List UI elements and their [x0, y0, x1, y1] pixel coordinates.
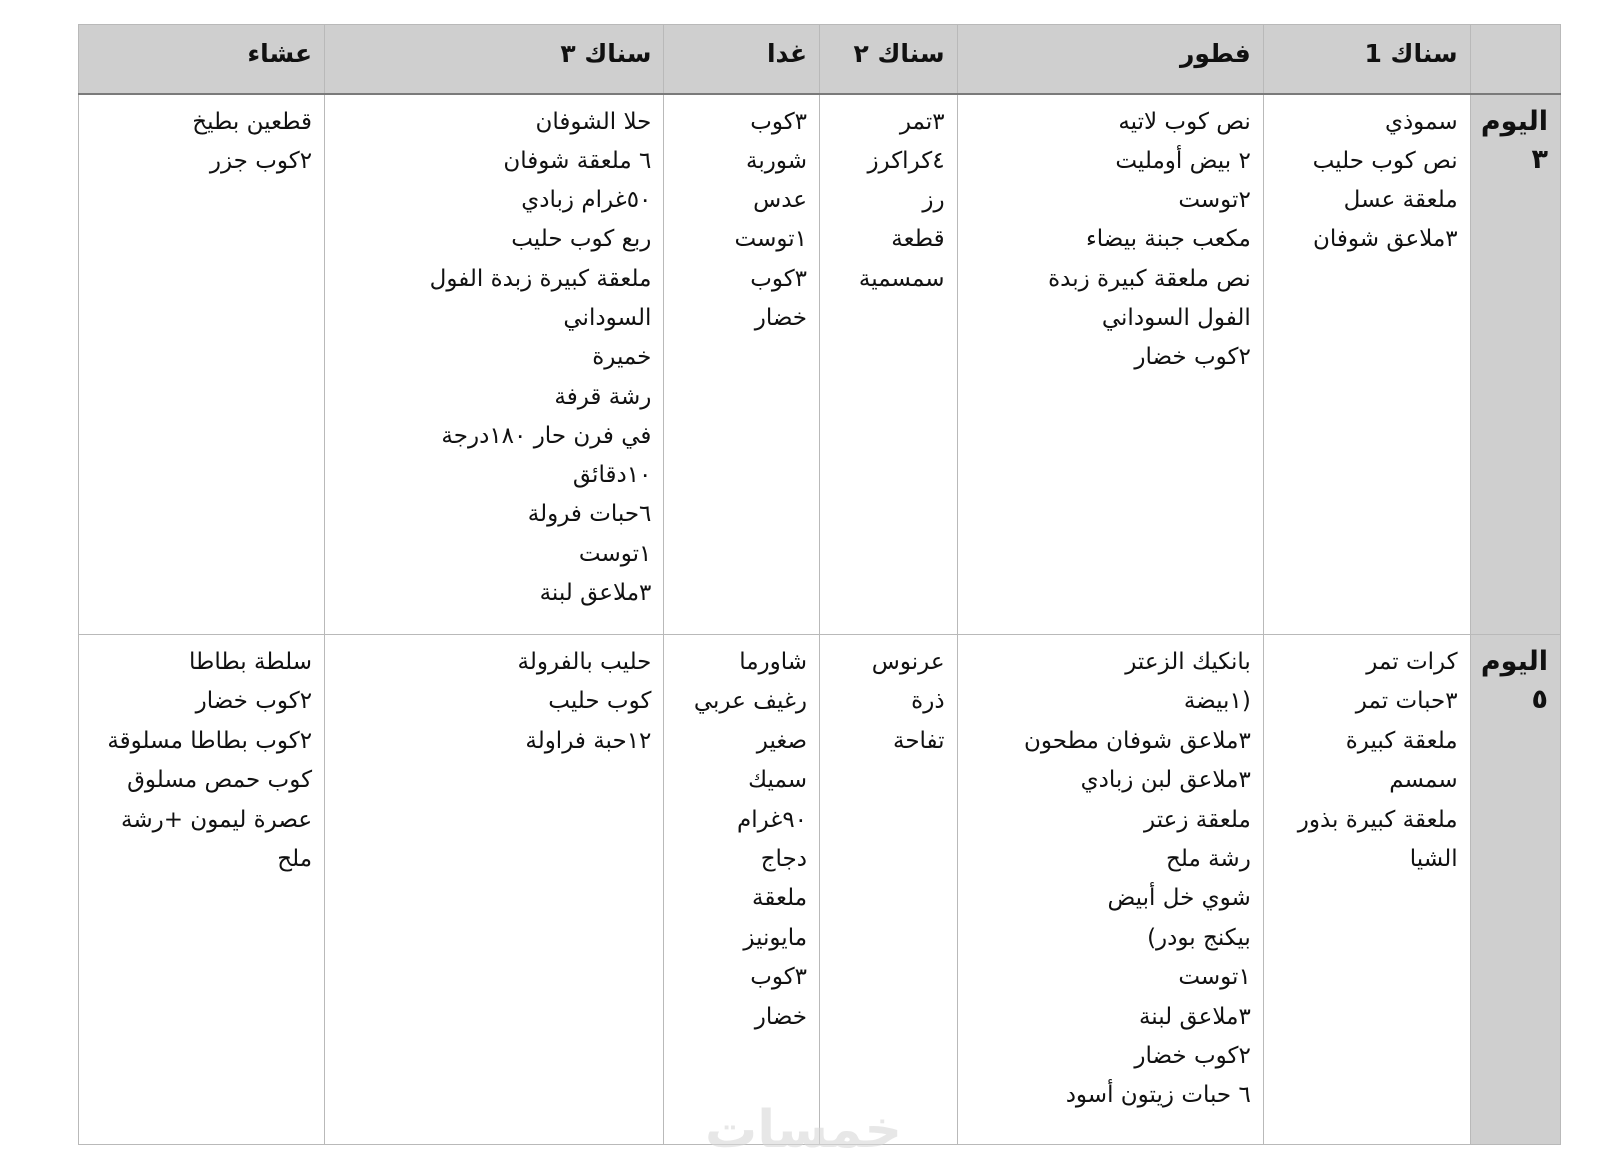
cell-line: كوب حمص مسلوق: [127, 767, 313, 794]
cell-line: رشة قرفة: [554, 383, 652, 410]
cell-line: مايونيز: [743, 924, 808, 951]
table-row: [79, 94, 1561, 635]
cell-line: عصرة ليمون +رشة: [121, 806, 313, 833]
table-row: [79, 635, 1561, 1145]
cell-lunch: [664, 635, 820, 1145]
cell-line: بانكيك الزعتر: [1125, 649, 1251, 675]
day-label: [1470, 635, 1560, 1145]
cell-breakfast: [957, 94, 1263, 635]
cell-line: ٤كراكرز: [867, 147, 945, 174]
meal-plan-table: [78, 24, 1561, 1145]
cell-line: ٦ ملعقة شوفان: [503, 147, 652, 174]
cell-line: شوربة: [746, 147, 808, 174]
cell-line: ١توست: [1178, 964, 1251, 991]
cell-line: سلطة بطاطا: [189, 649, 313, 675]
cell-line: ١توست: [734, 226, 808, 253]
cell-snack2: [820, 635, 958, 1145]
header-lunch: غدا: [664, 25, 820, 94]
header-snack1: سناك 1: [1263, 25, 1470, 94]
cell-line: (١بيضة: [1183, 688, 1251, 715]
cell-line: ٣حبات تمر: [1355, 688, 1458, 715]
cell-lunch: [664, 94, 820, 635]
cell-line: ٣ملاعق لبنة: [1138, 1003, 1251, 1030]
cell-dinner: [79, 94, 325, 635]
cell-line: السوداني: [563, 304, 652, 331]
cell-line: دجاج: [760, 846, 808, 873]
cell-line: ٣كوب: [750, 964, 808, 991]
cell-line: ٢ بيض أومليت: [1115, 147, 1251, 174]
cell-line: سميك: [748, 767, 808, 794]
cell-line: ملعقة كبيرة: [1345, 727, 1458, 754]
cell-line: ١٠دقائق: [572, 462, 652, 489]
cell-line: حليب بالفرولة: [517, 649, 652, 675]
cell-line: ٩٠غرام: [736, 806, 808, 833]
cell-snack1: [1263, 635, 1470, 1145]
cell-line: نص ملعقة كبيرة زبدة: [1048, 265, 1251, 292]
cell-line: شوي خل أبيض: [1107, 885, 1251, 912]
cell-line: ١٢حبة فراولة: [525, 727, 652, 754]
cell-line: سمسمية: [858, 265, 945, 292]
cell-line: ذرة: [911, 688, 945, 715]
cell-line: قطعين بطيخ: [192, 108, 313, 135]
cell-line: سمسم: [1389, 767, 1458, 794]
cell-line: رشة ملح: [1166, 846, 1251, 873]
cell-line: حلا الشوفان: [535, 108, 652, 135]
header-snack3: سناك ٣: [325, 25, 664, 94]
cell-line: ٣ملاعق شوفان مطحون: [1024, 727, 1251, 754]
day-label-line: اليوم: [1480, 105, 1548, 137]
cell-snack2: [820, 94, 958, 635]
cell-line: خضار: [754, 1003, 808, 1030]
cell-line: رغيف عربي: [693, 688, 808, 715]
cell-line: ٦ حبات زيتون أسود: [1065, 1082, 1251, 1109]
cell-line: ٣ملاعق لبنة: [539, 580, 652, 607]
cell-line: خضار: [754, 304, 808, 331]
cell-line: الفول السوداني: [1101, 304, 1251, 331]
cell-line: ملح: [277, 846, 313, 873]
cell-line: ٢كوب خضار: [1134, 344, 1251, 371]
cell-line: ٣تمر: [899, 108, 945, 135]
cell-line: الشيا: [1409, 846, 1458, 873]
cell-line: ١توست: [578, 540, 652, 567]
cell-line: قطعة: [891, 226, 945, 253]
header-snack2: سناك ٢: [820, 25, 958, 94]
cell-line: عرنوس: [871, 649, 945, 675]
cell-line: كوب حليب: [548, 688, 652, 715]
cell-line: ٣كوب: [750, 265, 808, 292]
cell-line: ملعقة: [752, 885, 808, 912]
cell-snack3: [325, 94, 664, 635]
cell-line: ملعقة كبيرة زبدة الفول: [429, 265, 652, 292]
cell-snack1: [1263, 94, 1470, 635]
header-row: [79, 25, 1561, 94]
cell-line: ٢توست: [1178, 187, 1251, 214]
cell-line: في فرن حار ١٨٠درجة: [441, 422, 652, 449]
header-dinner: عشاء: [79, 25, 325, 94]
cell-line: كرات تمر: [1366, 649, 1458, 675]
day-label-line: اليوم: [1480, 646, 1548, 677]
cell-line: شاورما: [739, 649, 808, 675]
cell-line: مكعب جبنة بيضاء: [1085, 226, 1251, 253]
cell-line: تفاحة: [892, 727, 945, 754]
cell-line: خميرة: [592, 344, 652, 371]
cell-line: صغير: [756, 727, 808, 754]
cell-snack3: [325, 635, 664, 1145]
watermark-logo: خمسات: [705, 1100, 903, 1160]
day-label: [1470, 94, 1560, 635]
cell-line: ٢كوب خضار: [195, 688, 313, 715]
cell-line: ربع كوب حليب: [511, 226, 652, 253]
cell-line: بيكنج بودر): [1147, 924, 1251, 951]
cell-line: ٢كوب بطاطا مسلوقة: [107, 727, 313, 754]
cell-breakfast: [957, 635, 1263, 1145]
cell-line: ملعقة زعتر: [1144, 806, 1251, 833]
cell-line: ملعقة عسل: [1343, 187, 1458, 214]
header-day: [1470, 25, 1560, 94]
cell-line: نص كوب لاتيه: [1118, 108, 1251, 135]
cell-line: ٢كوب خضار: [1134, 1043, 1251, 1070]
cell-line: عدس: [753, 187, 808, 214]
header-breakfast: فطور: [957, 25, 1263, 94]
cell-line: ملعقة كبيرة بذور: [1297, 806, 1458, 833]
cell-line: ٥٠غرام زبادي: [521, 187, 652, 214]
cell-line: ٦حبات فرولة: [527, 501, 652, 528]
cell-dinner: [79, 635, 325, 1145]
day-label-line: ٣: [1531, 143, 1548, 175]
cell-line: نص كوب حليب: [1312, 147, 1458, 174]
cell-line: رز: [922, 187, 945, 214]
cell-line: ٢كوب جزر: [209, 147, 313, 174]
day-label-line: ٥: [1531, 684, 1548, 715]
cell-line: ٣ملاعق لبن زبادي: [1080, 767, 1251, 794]
cell-line: سموذي: [1384, 108, 1458, 135]
cell-line: ٣ملاعق شوفان: [1312, 226, 1458, 253]
cell-line: ٣كوب: [750, 108, 808, 135]
